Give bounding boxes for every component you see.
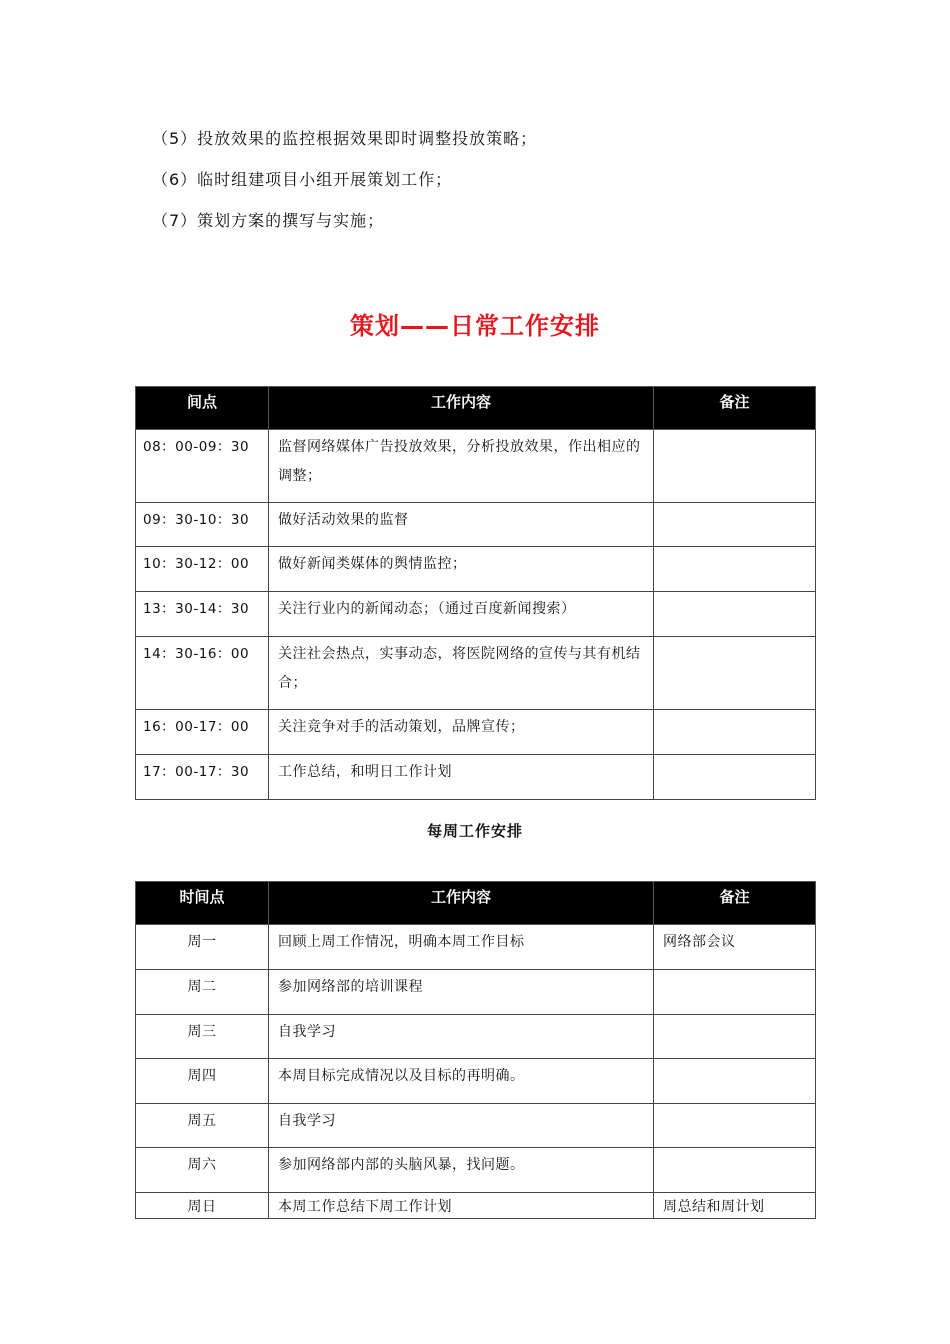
time-cell: 17：00-17：30 bbox=[136, 755, 269, 800]
time-cell: 10：30-12：00 bbox=[136, 547, 269, 592]
table-row bbox=[136, 592, 816, 637]
table-row bbox=[136, 710, 816, 755]
content-cell: 自我学习 bbox=[269, 1104, 654, 1148]
content-cell: 关注竞争对手的活动策划，品牌宣传； bbox=[269, 710, 654, 755]
page-title: 策划——日常工作安排 bbox=[350, 312, 600, 340]
table-row bbox=[136, 755, 816, 800]
note-cell bbox=[654, 637, 816, 710]
header-time: 间点 bbox=[136, 387, 269, 430]
note-cell bbox=[654, 547, 816, 592]
table-row bbox=[136, 1148, 816, 1193]
time-cell: 13：30-14：30 bbox=[136, 592, 269, 637]
header-note: 备注 bbox=[654, 882, 816, 925]
weekly-schedule-table bbox=[135, 881, 816, 1219]
content-cell: 做好活动效果的监督 bbox=[269, 503, 654, 547]
note-cell bbox=[654, 1059, 816, 1104]
list-item: （6）临时组建项目小组开展策划工作； bbox=[152, 170, 453, 189]
table-row bbox=[136, 503, 816, 547]
table-row bbox=[136, 547, 816, 592]
content-cell: 本周目标完成情况以及目标的再明确。 bbox=[269, 1059, 654, 1104]
table-row bbox=[136, 430, 816, 503]
day-cell: 周日 bbox=[136, 1193, 269, 1219]
day-cell: 周三 bbox=[136, 1015, 269, 1059]
note-cell bbox=[654, 503, 816, 547]
list-item: （7）策划方案的撰写与实施； bbox=[152, 211, 385, 230]
content-cell: 本周工作总结下周工作计划 bbox=[269, 1193, 654, 1219]
note-cell bbox=[654, 710, 816, 755]
note-cell: 周总结和周计划 bbox=[654, 1193, 816, 1219]
table-row bbox=[136, 1059, 816, 1104]
list-item: （5）投放效果的监控根据效果即时调整投放策略； bbox=[152, 129, 538, 148]
note-cell bbox=[654, 1015, 816, 1059]
header-time: 时间点 bbox=[136, 882, 269, 925]
time-cell: 08：00-09：30 bbox=[136, 430, 269, 503]
table-row bbox=[136, 970, 816, 1015]
day-cell: 周六 bbox=[136, 1148, 269, 1193]
content-cell: 参加网络部内部的头脑风暴，找问题。 bbox=[269, 1148, 654, 1193]
day-cell: 周四 bbox=[136, 1059, 269, 1104]
time-cell: 09：30-10：30 bbox=[136, 503, 269, 547]
content-cell: 做好新闻类媒体的舆情监控； bbox=[269, 547, 654, 592]
header-content: 工作内容 bbox=[269, 387, 654, 430]
time-cell: 16：00-17：00 bbox=[136, 710, 269, 755]
day-cell: 周五 bbox=[136, 1104, 269, 1148]
time-cell: 14：30-16：00 bbox=[136, 637, 269, 710]
day-cell: 周二 bbox=[136, 970, 269, 1015]
daily-schedule-table bbox=[135, 386, 816, 800]
content-cell: 自我学习 bbox=[269, 1015, 654, 1059]
table-header-row bbox=[136, 387, 816, 430]
note-cell: 网络部会议 bbox=[654, 925, 816, 970]
content-cell: 关注行业内的新闻动态；（通过百度新闻搜索） bbox=[269, 592, 654, 637]
note-cell bbox=[654, 970, 816, 1015]
content-cell: 监督网络媒体广告投放效果，分析投放效果，作出相应的调整； bbox=[269, 430, 654, 503]
table-row bbox=[136, 1015, 816, 1059]
weekly-section-title: 每周工作安排 bbox=[426, 822, 523, 840]
table-row bbox=[136, 1193, 816, 1219]
note-cell bbox=[654, 592, 816, 637]
header-content: 工作内容 bbox=[269, 882, 654, 925]
table-header-row bbox=[136, 882, 816, 925]
note-cell bbox=[654, 430, 816, 503]
day-cell: 周一 bbox=[136, 925, 269, 970]
note-cell bbox=[654, 755, 816, 800]
note-cell bbox=[654, 1148, 816, 1193]
content-cell: 参加网络部的培训课程 bbox=[269, 970, 654, 1015]
table-row bbox=[136, 637, 816, 710]
table-row bbox=[136, 1104, 816, 1148]
table-row bbox=[136, 925, 816, 970]
content-cell: 关注社会热点，实事动态，将医院网络的宣传与其有机结合； bbox=[269, 637, 654, 710]
header-note: 备注 bbox=[654, 387, 816, 430]
note-cell bbox=[654, 1104, 816, 1148]
content-cell: 工作总结，和明日工作计划 bbox=[269, 755, 654, 800]
content-cell: 回顾上周工作情况，明确本周工作目标 bbox=[269, 925, 654, 970]
